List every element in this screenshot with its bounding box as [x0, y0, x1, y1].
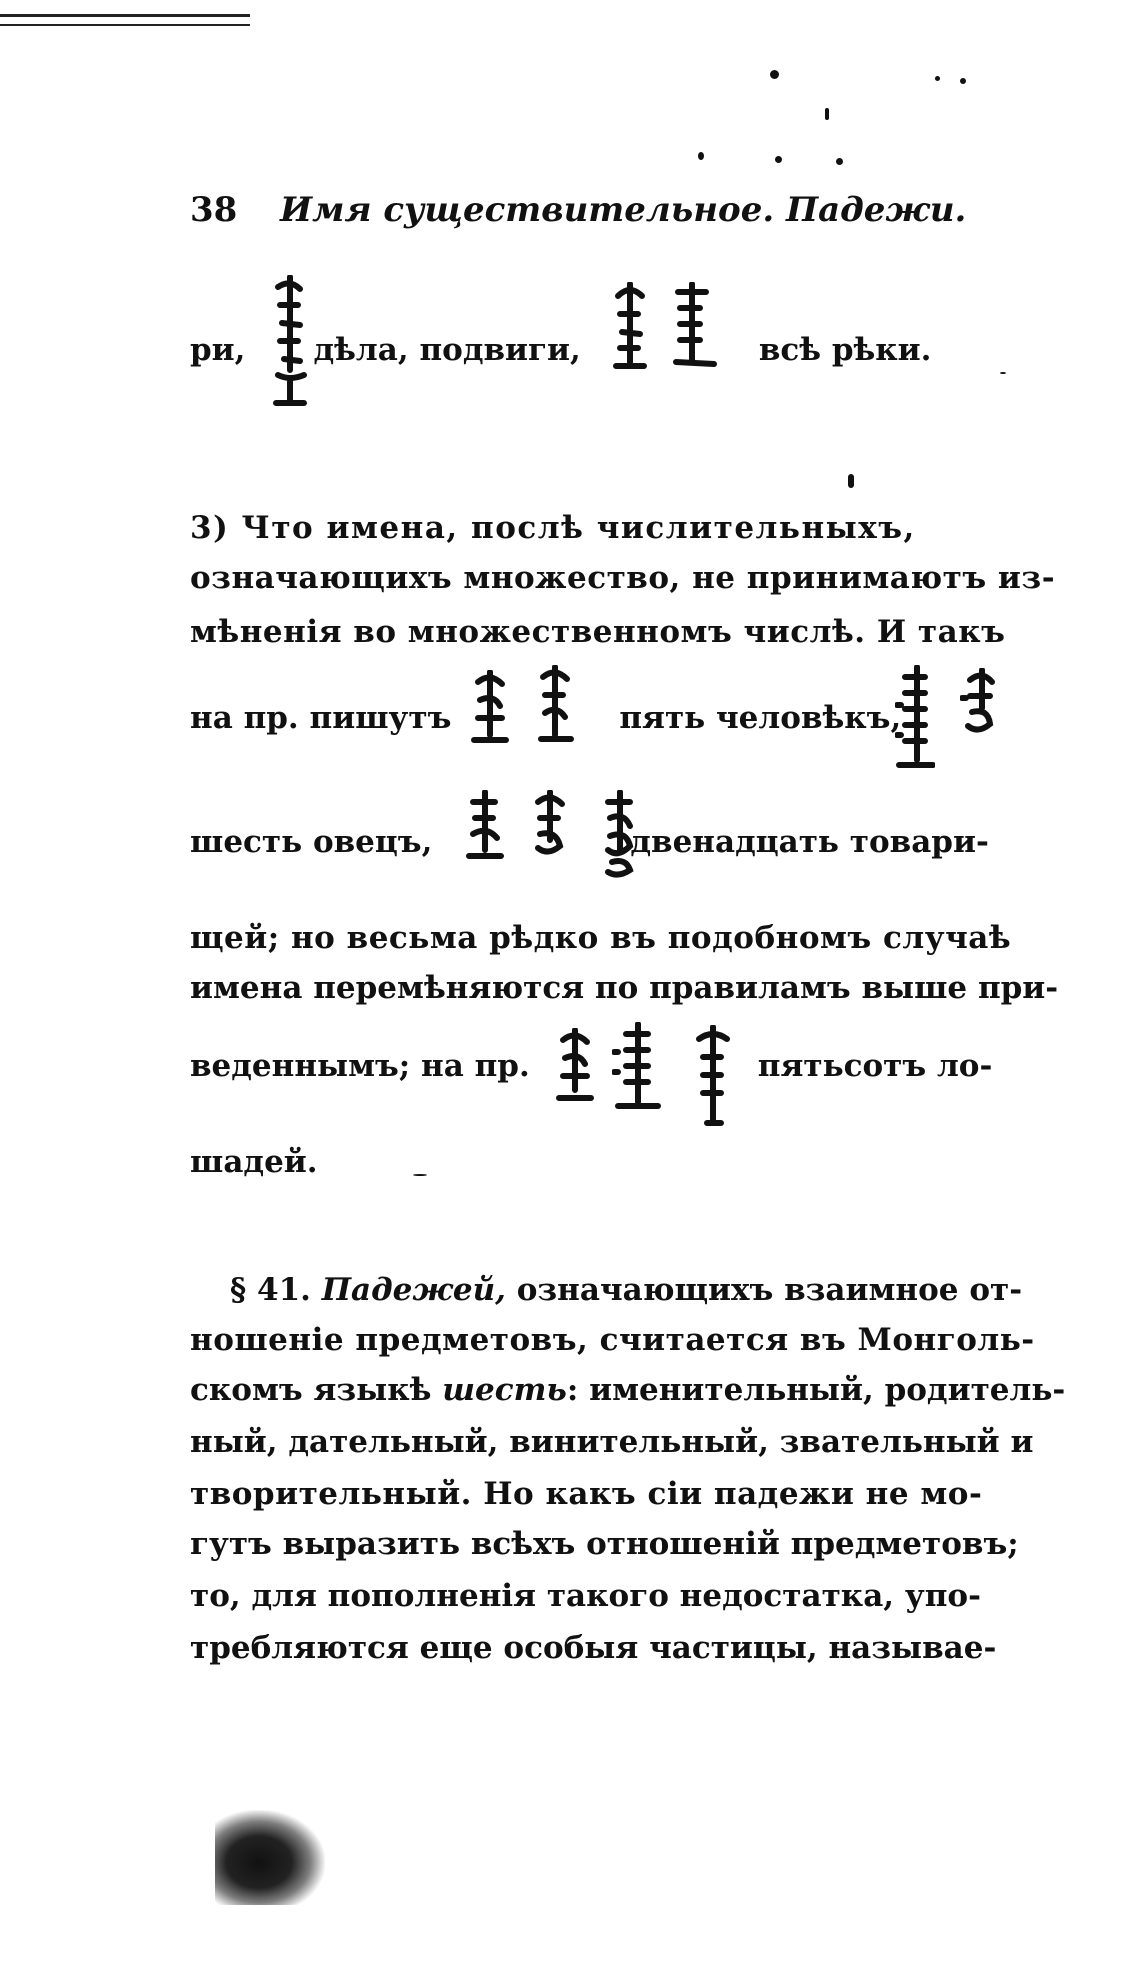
- line-13-part-1: скомъ языкѣ: [190, 1372, 443, 1408]
- mongolian-word-1: [270, 275, 310, 415]
- text-line-9: [190, 1048, 1030, 1084]
- mongolian-word-3: [670, 282, 720, 372]
- line-14-text: ный, дательный, винительный, звательный и: [190, 1424, 1034, 1460]
- line-17-text: то, для пополненія такого недостатка, упо-: [190, 1578, 981, 1614]
- text-line-17: [190, 1578, 1030, 1614]
- text-line-4: [190, 614, 1030, 650]
- line-1-part-3: всѣ рѣки.: [758, 332, 932, 368]
- text-line-7: [190, 920, 1030, 956]
- running-title: Имя существительное. Падежи.: [280, 190, 967, 230]
- mongolian-word-9: [530, 790, 570, 870]
- text-line-3: [190, 560, 1056, 596]
- ink-speck: [698, 152, 704, 160]
- text-line-18: [190, 1630, 1030, 1666]
- ink-speck: [836, 158, 843, 165]
- top-rule: [0, 14, 250, 17]
- mongolian-word-12: [612, 1022, 662, 1117]
- mongolian-word-11: [555, 1028, 595, 1108]
- mongolian-word-6: [895, 665, 935, 775]
- text-line-12: [190, 1322, 1035, 1358]
- line-13-part-2: : именительный, родитель-: [566, 1372, 1066, 1408]
- line-2-text: 3) Что имена, послѣ числительныхъ,: [190, 510, 916, 546]
- line-16-text: гутъ выразить всѣхъ отношеній предметовъ;: [190, 1526, 1019, 1562]
- line-6-part-2: двенадцать товари-: [630, 824, 989, 860]
- ink-speck: [413, 1174, 427, 1176]
- ink-blot: [215, 1810, 325, 1905]
- line-1-part-2: дѣла, подвиги,: [313, 332, 581, 368]
- mongolian-word-7: [960, 668, 1000, 738]
- line-5-part-1: на пр. пишутъ: [190, 700, 452, 736]
- mongolian-word-5: [535, 665, 575, 750]
- running-header: [190, 190, 966, 230]
- text-line-8: [190, 970, 1059, 1006]
- text-line-14: [190, 1424, 1034, 1460]
- text-line-11: [230, 1272, 1030, 1308]
- mongolian-word-2: [610, 282, 650, 377]
- line-11-text: означающихъ взаимное от-: [505, 1272, 1023, 1308]
- text-line-15: [190, 1476, 1030, 1512]
- mongolian-word-10: [600, 790, 640, 880]
- line-15-text: творительный. Но какъ сіи падежи не мо-: [190, 1476, 983, 1512]
- line-4-text: мѣненія во множественномъ числѣ. И такъ: [190, 614, 1006, 650]
- ink-speck: [770, 70, 779, 79]
- line-5-part-2: пять человѣкъ,: [619, 700, 902, 736]
- mongolian-word-4: [470, 670, 510, 750]
- line-7-text: щей; но весьма рѣдко въ подобномъ случаѣ: [190, 920, 1012, 956]
- mongolian-word-8: [465, 790, 505, 870]
- ink-speck: [1000, 372, 1006, 374]
- line-8-text: имена перемѣняются по правиламъ выше при-: [190, 970, 1059, 1006]
- ink-speck: [960, 78, 966, 84]
- line-10-text: шадей.: [190, 1144, 318, 1180]
- ink-speck: [825, 108, 829, 120]
- text-line-2: [190, 510, 1030, 546]
- top-rule-lower: [0, 24, 250, 26]
- ink-speck: [935, 76, 940, 81]
- ink-speck: [775, 156, 782, 163]
- ink-speck: [848, 474, 854, 488]
- line-9-part-2: пятьсотъ ло-: [757, 1048, 993, 1084]
- text-line-13: [190, 1372, 1066, 1408]
- text-line-10: [190, 1144, 1030, 1180]
- line-3-text: означающихъ множество, не принимаютъ из-: [190, 560, 1056, 596]
- page-number: 38: [190, 190, 238, 230]
- mongolian-word-13: [693, 1025, 733, 1135]
- term-padezhei: Падежей,: [321, 1272, 506, 1308]
- text-line-16: [190, 1526, 1030, 1562]
- term-shest: шесть: [442, 1372, 567, 1408]
- line-18-text: требляются еще особыя частицы, называе-: [190, 1630, 997, 1666]
- line-12-text: ношеніе предметовъ, считается въ Монголь-: [190, 1322, 1035, 1358]
- line-9-part-1: веденнымъ; на пр.: [190, 1048, 530, 1084]
- line-6-part-1: шесть овецъ,: [190, 824, 433, 860]
- line-1-part-1: ри,: [190, 332, 246, 368]
- section-mark: § 41.: [230, 1272, 322, 1308]
